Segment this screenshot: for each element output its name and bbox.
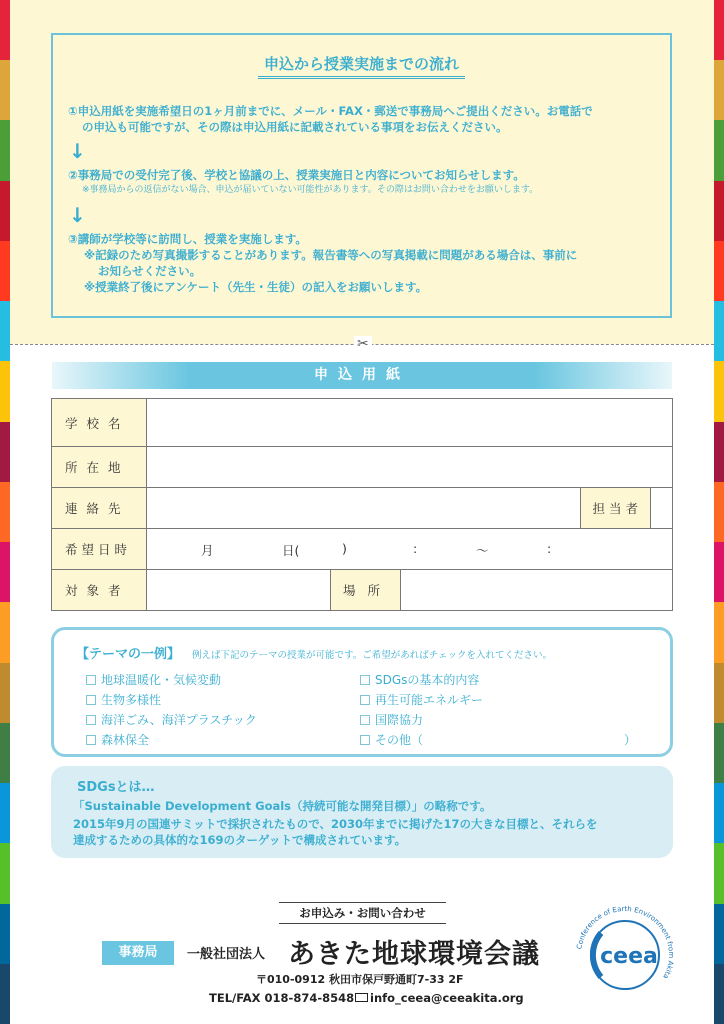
contact-heading: お申込み・お問い合わせ — [279, 902, 446, 924]
theme-option[interactable]: 生物多様性 — [86, 692, 161, 708]
sdg-stripe-right — [714, 0, 724, 1024]
sdgs-line-1: 「Sustainable Development Goals（持続可能な開発目標）」の略称です。 — [73, 799, 492, 813]
theme-option[interactable]: 再生可能エネルギー — [360, 692, 483, 708]
checkbox-icon[interactable] — [86, 715, 96, 725]
logo-text: ceea — [600, 944, 658, 969]
flow-step-3-line1: ③講師が学校等に訪問し、授業を実施します。 — [68, 232, 307, 246]
sdg-color-band — [0, 542, 10, 602]
down-arrow-icon: ↓ — [69, 203, 86, 227]
flow-step-3-sub1b: お知らせください。 — [98, 264, 202, 278]
sdg-color-band — [0, 361, 10, 421]
datetime-label: 希望日時 — [52, 529, 147, 570]
contact-field[interactable] — [147, 488, 581, 529]
sdg-color-band — [714, 663, 724, 723]
sdg-color-band — [0, 482, 10, 542]
org-address: 〒010-0912 秋田市保戸野通町7-33 2F — [256, 973, 464, 986]
sdg-color-band — [0, 964, 10, 1024]
checkbox-icon[interactable] — [86, 735, 96, 745]
checkbox-icon[interactable] — [360, 735, 370, 745]
ceea-logo — [573, 903, 677, 1007]
theme-box — [51, 627, 673, 757]
sdg-color-band — [714, 723, 724, 783]
checkbox-icon[interactable] — [360, 675, 370, 685]
theme-option[interactable]: 森林保全 — [86, 732, 149, 748]
application-form — [51, 398, 673, 611]
sdg-color-band — [0, 602, 10, 662]
sdg-color-band — [714, 542, 724, 602]
datetime-paren-close: ) — [342, 541, 347, 556]
sdg-color-band — [714, 301, 724, 361]
sdg-color-band — [0, 723, 10, 783]
flow-step-1-line1: ①申込用紙を実施希望日の1ヶ月前までに、メール・FAX・郵送で事務局へご提出ください。お電話で — [68, 104, 593, 118]
school-name-field[interactable] — [147, 399, 673, 447]
datetime-day: 日( — [282, 543, 300, 558]
place-field[interactable] — [401, 570, 673, 611]
flow-step-1 — [68, 103, 658, 135]
flow-step-2 — [68, 167, 658, 197]
flow-step-2-note: ※事務局からの返信がない場合、申込が届いていない可能性があります。その際はお問い合わせをお願いします。 — [82, 185, 539, 195]
sdg-stripe-left — [0, 0, 10, 1024]
mail-icon — [355, 993, 368, 1002]
datetime-tilde: ～ — [476, 543, 489, 558]
person-label: 担当者 — [580, 488, 650, 529]
sdg-color-band — [0, 120, 10, 180]
datetime-month: 月 — [201, 543, 214, 558]
flow-step-1-line2: の申込も可能ですが、その際は申込用紙に記載されている事項をお伝えください。 — [82, 120, 508, 134]
logo-ring-text: Conference of Earth Environment from Akita — [575, 904, 676, 981]
sdg-color-band — [0, 241, 10, 301]
office-badge: 事務局 — [102, 941, 174, 965]
flow-section — [51, 33, 672, 318]
org-email-text[interactable]: info_ceea@ceeakita.org — [370, 991, 524, 1005]
theme-option[interactable]: 地球温暖化・気候変動 — [86, 672, 221, 688]
flow-step-3 — [68, 231, 658, 295]
address-label: 所在地 — [52, 447, 147, 488]
sdgs-line-2: 2015年9月の国連サミットで採択されたもので、2030年までに掲げた17の大きな目標と、それらを — [73, 817, 598, 831]
checkbox-icon[interactable] — [86, 675, 96, 685]
sdg-color-band — [714, 964, 724, 1024]
sdg-color-band — [714, 904, 724, 964]
sdg-color-band — [714, 602, 724, 662]
sdg-color-band — [0, 181, 10, 241]
theme-description: 例えば下記のテーマの授業が可能です。ご希望があればチェックを入れてください。 — [192, 650, 552, 661]
org-email[interactable] — [355, 991, 524, 1005]
org-telfax: TEL/FAX 018-874-8548 — [209, 991, 355, 1005]
scissors-icon: ✂ — [354, 336, 372, 352]
sdgs-info-box — [51, 766, 673, 858]
theme-other-close: ） — [624, 733, 637, 747]
sdg-color-band — [0, 60, 10, 120]
sdg-color-band — [0, 663, 10, 723]
sdg-color-band — [0, 843, 10, 903]
sdg-color-band — [714, 0, 724, 60]
sdg-color-band — [714, 783, 724, 843]
theme-option[interactable]: 海洋ごみ、海洋プラスチック — [86, 712, 257, 728]
sdg-color-band — [714, 361, 724, 421]
datetime-colon-end: : — [547, 541, 552, 556]
sdg-color-band — [0, 904, 10, 964]
theme-heading: 【テーマの一例】 — [76, 647, 181, 662]
theme-option[interactable]: SDGsの基本的内容 — [360, 672, 479, 688]
target-label: 対象者 — [52, 570, 147, 611]
sdg-color-band — [0, 783, 10, 843]
sdg-color-band — [0, 301, 10, 361]
datetime-colon-start: : — [413, 541, 418, 556]
sdg-color-band — [714, 181, 724, 241]
sdg-color-band — [714, 843, 724, 903]
sdg-color-band — [0, 0, 10, 60]
target-field[interactable] — [147, 570, 331, 611]
place-label: 場所 — [331, 570, 401, 611]
address-field[interactable] — [147, 447, 673, 488]
flow-step-3-sub2: ※授業終了後にアンケート（先生・生徒）の記入をお願いします。 — [84, 280, 428, 294]
checkbox-icon[interactable] — [86, 695, 96, 705]
sdg-color-band — [714, 241, 724, 301]
form-title: 申込用紙 — [52, 362, 672, 389]
school-name-label: 学校名 — [52, 399, 147, 447]
sdg-color-band — [714, 120, 724, 180]
sdgs-title: SDGsとは… — [77, 780, 155, 795]
flow-step-2-line1: ②事務局での受付完了後、学校と協議の上、授業実施日と内容についてお知らせします。 — [68, 168, 525, 182]
sdg-color-band — [714, 60, 724, 120]
person-field[interactable] — [650, 488, 672, 529]
datetime-field[interactable] — [147, 529, 673, 570]
flow-step-3-sub1a: ※記録のため写真撮影することがあります。報告書等への写真掲載に問題がある場合は、事前に — [84, 248, 578, 262]
org-type: 一般社団法人 — [187, 947, 266, 962]
theme-option-other[interactable]: その他（ — [360, 732, 423, 748]
sdg-color-band — [714, 482, 724, 542]
sdg-color-band — [714, 422, 724, 482]
org-name: あきた地球環境会議 — [288, 939, 540, 970]
sdg-color-band — [0, 422, 10, 482]
contact-label: 連絡先 — [52, 488, 147, 529]
theme-option[interactable]: 国際協力 — [360, 712, 423, 728]
checkbox-icon[interactable] — [360, 715, 370, 725]
sdgs-line-3: 達成するための具体的な169のターゲットで構成されています。 — [73, 833, 407, 847]
down-arrow-icon: ↓ — [69, 139, 86, 163]
checkbox-icon[interactable] — [360, 695, 370, 705]
flow-title: 申込から授業実施までの流れ — [53, 53, 670, 74]
